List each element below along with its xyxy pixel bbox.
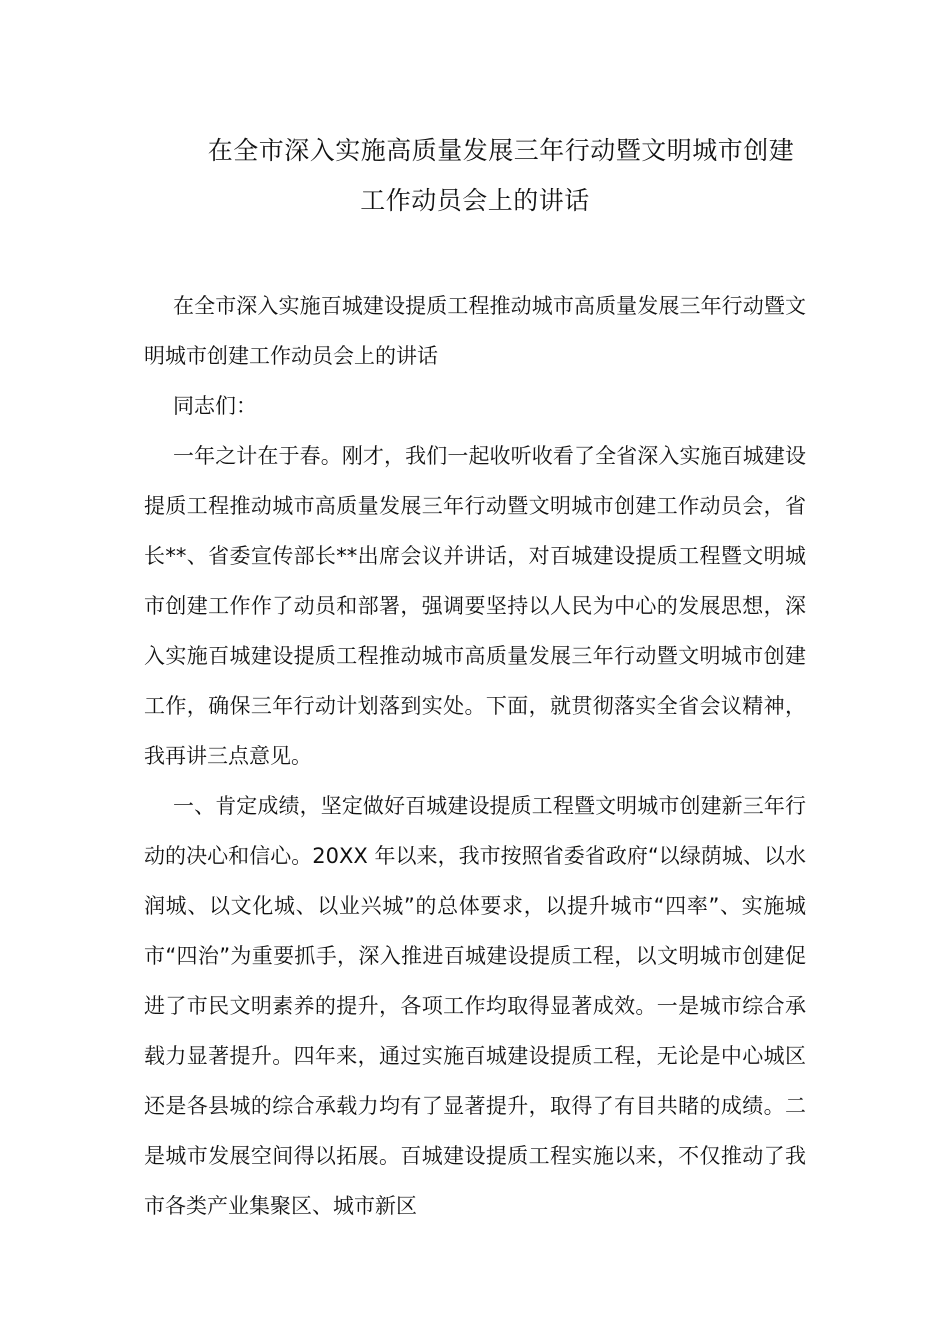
document-body (144, 281, 806, 1231)
opening-paragraph: 一年之计在于春。刚才，我们一起收听收看了全省深入实施百城建设提质工程推动城市高质量发展三年行动暨文明城市创建工作动员会，省长**、省委宣传部长**出席会议并讲话，对百城建设提质工程暨文明城市创建工作作了动员和部署，强调要坚持以人民为中心的发展思想，深入实施百城建设提质工程推动城市高质量发展三年行动暨文明城市创建工作，确保三年行动计划落到实处。下面，就贯彻落实全省会议精神，我再讲三点意见。 (144, 444, 806, 768)
speech-full-title-paragraph: 在全市深入实施百城建设提质工程推动城市高质量发展三年行动暨文明城市创建工作动员会上的讲话 (144, 294, 806, 368)
salutation-paragraph: 同志们： (173, 394, 257, 418)
document-title-line-1: 在全市深入实施高质量发展三年行动暨文明城市创建 (207, 136, 795, 165)
document-title-line-2: 工作动员会上的讲话 (360, 186, 590, 215)
section-one-paragraph: 一、肯定成绩，坚定做好百城建设提质工程暨文明城市创建新三年行动的决心和信心。20XX 年以来，我市按照省委省政府“以绿荫城、以水润城、以文化城、以业兴城”的总体要求，以提升城市“四率”、实施城市“四治”为重要抓手，深入推进百城建设提质工程，以文明城市创建促进了市民文明素养的提升，各项工作均取得显著成效。一是城市综合承载力显著提升。四年来，通过实施百城建设提质工程，无论是中心城区还是各县城的综合承载力均有了显著提升，取得了有目共睹的成绩。二是城市发展空间得以拓展。百城建设提质工程实施以来，不仅推动了我市各类产业集聚区、城市新区 (144, 794, 806, 1218)
